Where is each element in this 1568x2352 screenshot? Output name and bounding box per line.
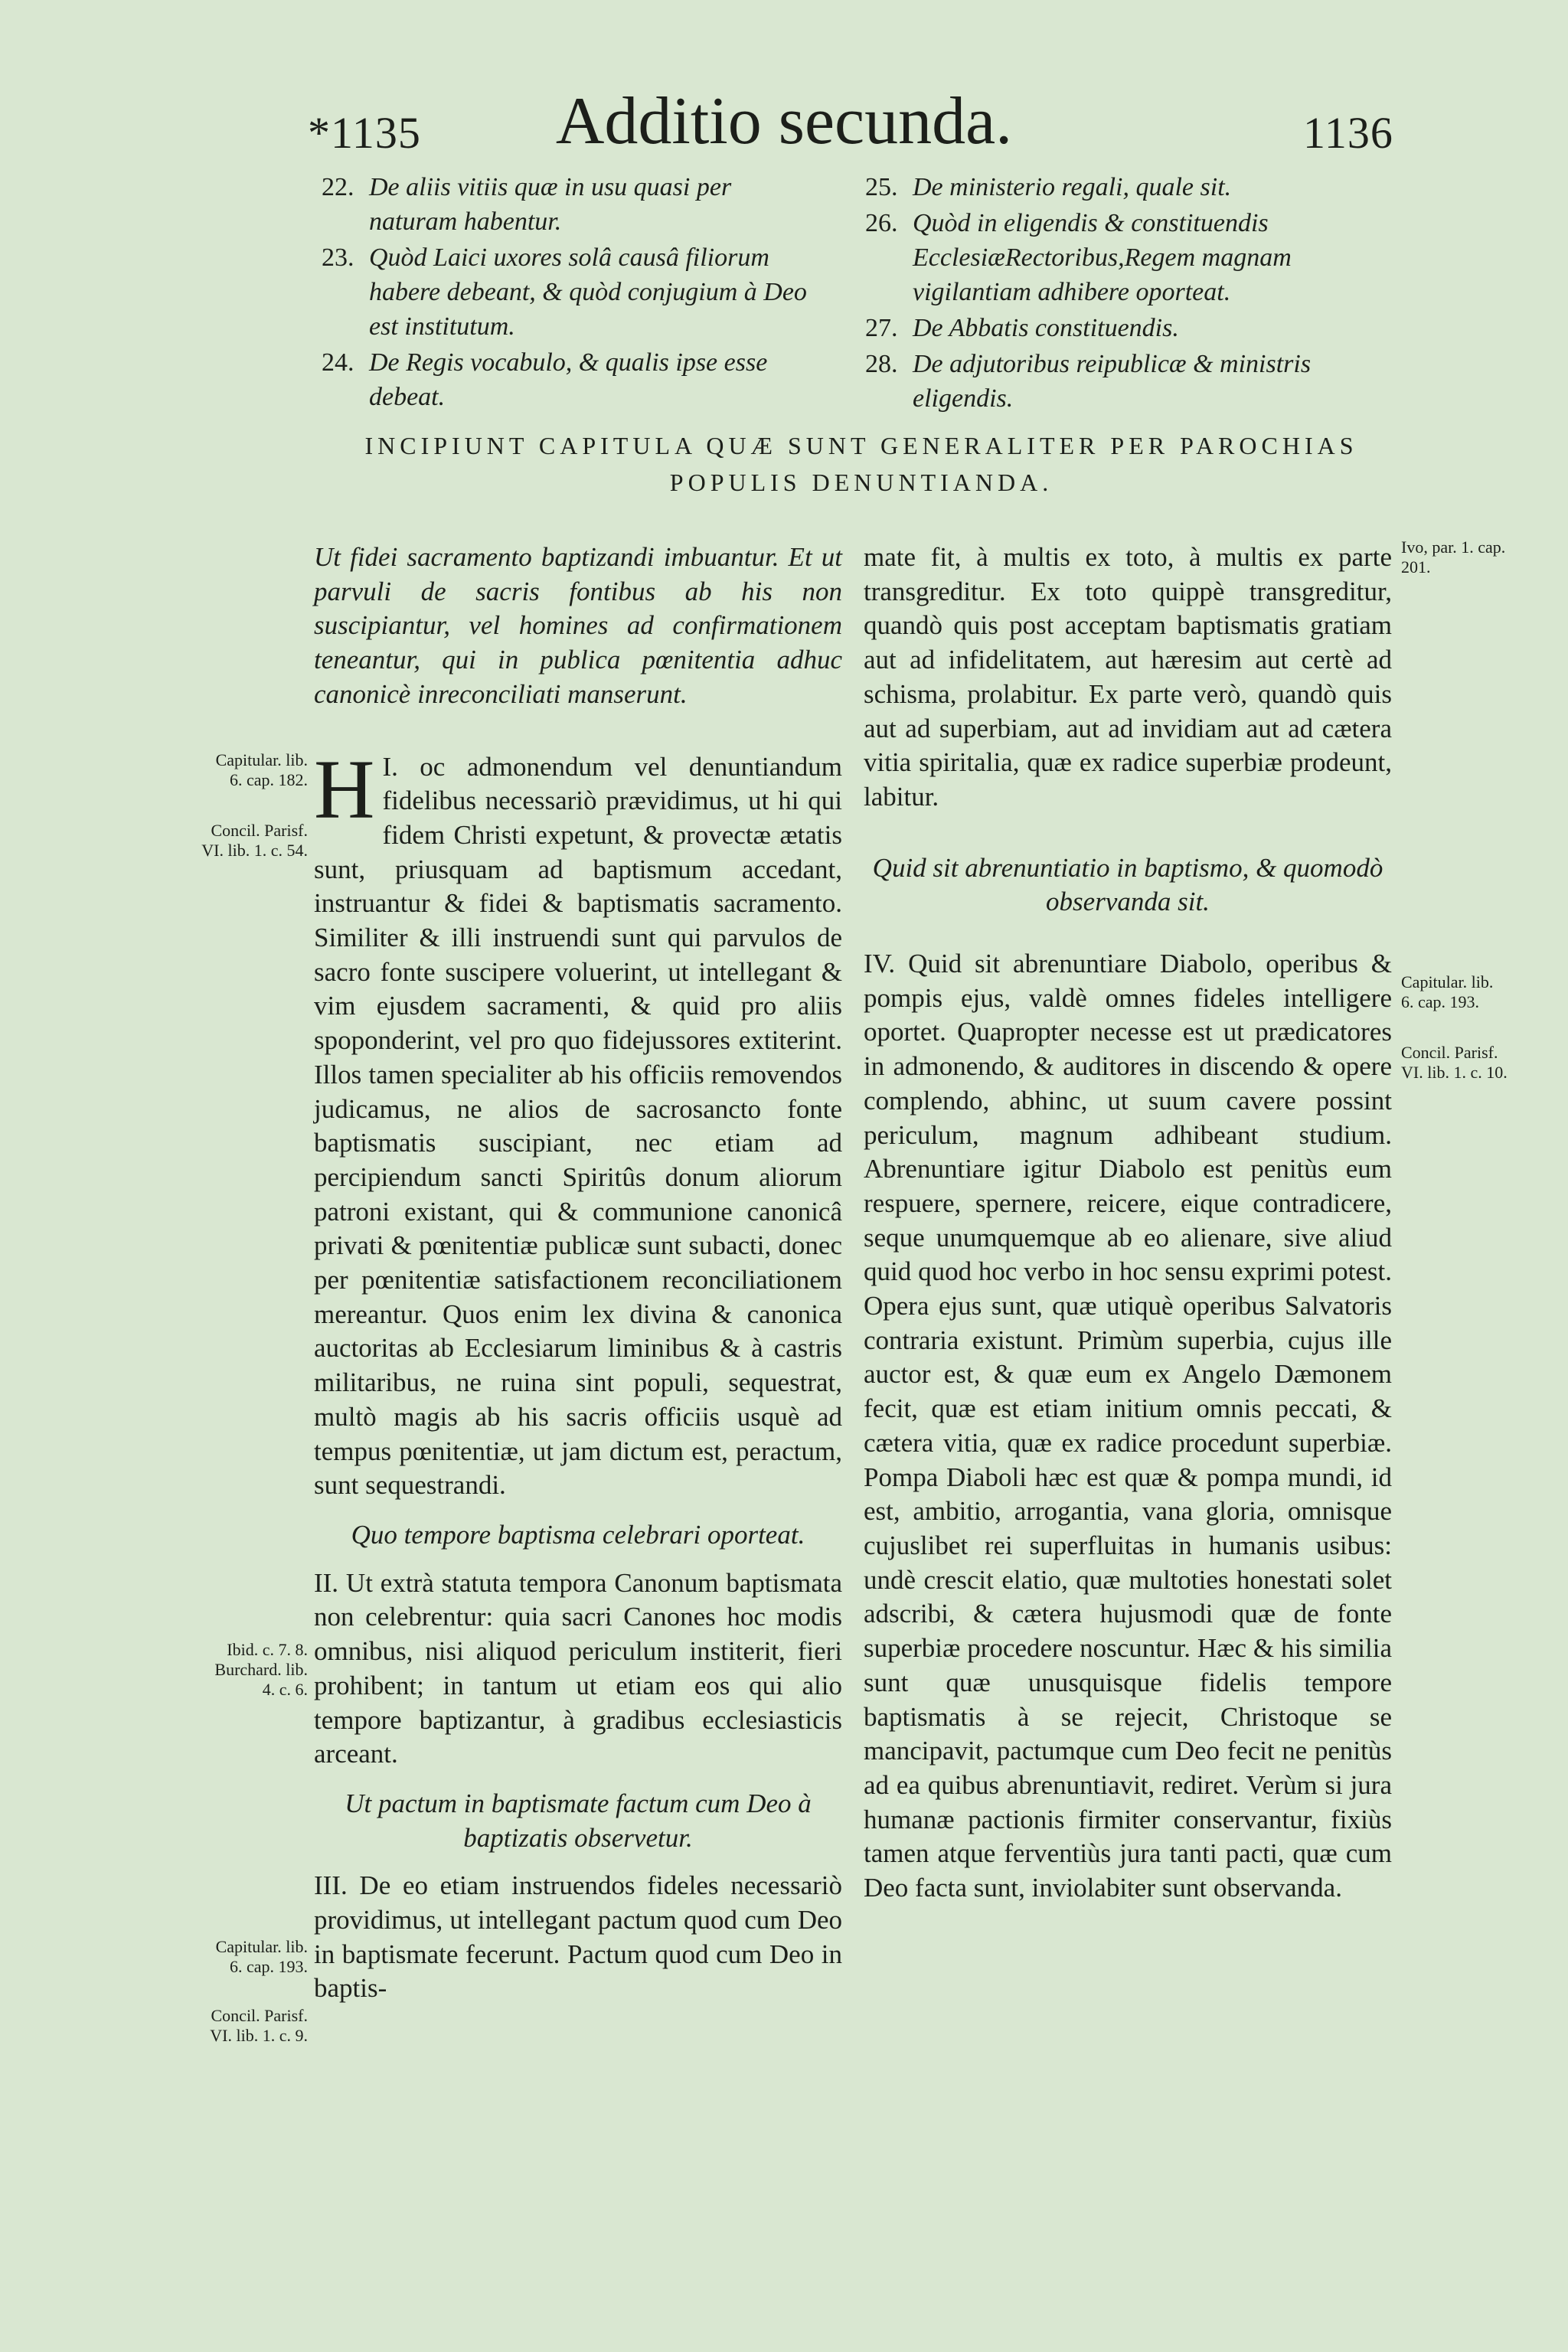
toc-entry	[322, 345, 812, 414]
toc-entry-text: De aliis vitiis quæ in usu quasi per naturam habentur.	[369, 173, 732, 236]
subheading: Quid sit abrenuntiatio in baptismo, & quomodò observanda sit.	[872, 852, 1383, 917]
drop-cap: H	[314, 742, 375, 836]
left-column	[314, 541, 842, 2006]
toc-entry-number: 24.	[322, 348, 354, 377]
toc-entry-text: Quòd Laici uxores solâ causâ filiorum habere debeant, & quòd conjugium à Deo est institutum.	[369, 243, 807, 341]
margin-note: Concil. Parisf. VI. lib. 1. c. 9.	[210, 2006, 308, 2045]
toc-entry	[865, 311, 1393, 345]
section-heading: INCIPIUNT CAPITULA QUÆ SUNT GENERALITER PER PAROCHIAS POPULIS DENUNTIANDA.	[364, 432, 1358, 496]
paragraph-number: I.	[382, 751, 398, 782]
page-number-left: *1135	[308, 108, 421, 158]
margin-note: Ivo, par. 1. cap. 201.	[1401, 537, 1506, 577]
toc-entry	[865, 206, 1393, 309]
subheading: Ut fidei sacramento baptizandi imbuantur. Et ut parvuli de sacris fontibus ab his non suscipiantur, vel homines ad confirmationem teneantur, qui in publica pœnitentia adhuc canonicè inreconciliati manserunt.	[314, 542, 842, 709]
toc-right-column	[865, 170, 1393, 417]
margin-note: Ibid. c. 7. 8. Burchard. lib. 4. c. 6.	[214, 1640, 308, 1699]
running-title: Additio secunda.	[555, 84, 1013, 158]
toc-entry-number: 27.	[865, 314, 898, 342]
paragraph: IV. Quid sit abrenuntiare Diabolo, operibus & pompis ejus, valdè omnes fideles intelligere oportet. Quapropter necesse est ut prædicatores in admonendo, & auditores in discendo & opere complendo, abhinc, ut suum cavere possint periculum, magnum adhibeant studium. Abrenuntiare igitur Diabolo est penitùs eum respuere, spernere, reicere, eique contradicere, seque unumquemque ab eo alienare, sive aliud quid quod hoc verbo in hoc sensu exprimi potest. Opera ejus sunt, quæ utiquè operibus Salvatoris contraria existunt. Primùm superbia, cujus ille auctor est, & quæ eum ex Angelo Dæmonem fecit, quæ est etiam initium omnis peccati, & cætera vitia, quæ ex radice procedunt superbiæ. Pompa Diaboli hæc est quæ & pompa mundi, id est, ambitio, arrogantia, vana gloria, omnisque cujuslibet rei superfluitas in humanis usibus: undè crescit elatio, quæ multoties honestati solet adscribi, & cætera hujusmodi quæ de fonte superbiæ procedere noscuntur. Hæc & his similia sunt quæ unusquisque fidelis tempore baptismatis à se rejecit, Christoque se mancipavit, pactumque cum Deo fecit ne penitùs ad ea quibus abrenuntiavit, rediret. Verùm si jura humanæ pactionis firmiter conservantur, fixiùs tamen atque ferventiùs jura tanti pacti, quæ cum Deo facta sunt, inviolabiter sunt observanda.	[864, 949, 1392, 1903]
page-number-right: 1136	[1303, 108, 1393, 158]
toc-left-column	[322, 170, 812, 416]
toc-entry-number: 28.	[865, 350, 898, 378]
toc-entry-text: De Regis vocabulo, & qualis ipse esse debeat.	[369, 348, 768, 411]
paragraph: mate fit, à multis ex toto, à multis ex parte transgreditur. Ex toto quippè transgreditur, quandò quis post acceptam baptismatis gratiam aut ad infidelitatem, aut hæresim aut certè ad schisma, prolabitur. Ex parte verò, quandò quis aut ad superbiam, aut ad invidiam aut ad cætera vitia spiritalia, quæ ex radice superbiæ prodeunt, labitur.	[864, 542, 1392, 812]
margin-note: Capitular. lib. 6. cap. 193.	[1401, 972, 1494, 1011]
paragraph-text: oc admonendum vel denuntiandum fidelibus necessariò prævidimus, ut hi qui fidem Christi expetunt, & provectæ ætatis sunt, priusquam ad baptismum accedant, instruantur & fidei & baptismatis sacramento. Similiter & illi instruendi sunt qui parvulos de sacro fonte suscipere voluerint, ut intellegant & vim ejusdem sacramenti, & quid pro aliis spoponderint, vel pro quo fidejussores extiterint. Illos tamen specialiter ab his officiis removendos judicamus, ne alios de sacrosancto fonte baptismatis suscipiant, nec etiam ad percipiendum sancti Spiritûs donum aliorum patroni existant, qui & communione canonicâ privati & pœnitentiæ publicæ sunt subacti, donec per pœnitentiæ satisfactionem reconciliationem mereantur. Quos enim lex divina & canonica auctoritas ab Ecclesiarum liminibus & à castris militaribus, ne ruina sint populi, sequestrat, multò magis ab his sacris officiis usquè ad tempus pœnitentiæ, ut jam dictum est, peractum, sunt sequestrandi.	[314, 751, 843, 1501]
margin-note: Concil. Parisf. VI. lib. 1. c. 10.	[1401, 1043, 1508, 1082]
margin-note: Capitular. lib. 6. cap. 193.	[215, 1937, 308, 1976]
toc-entry-text: De adjutoribus reipublicæ & ministris eligendis.	[913, 350, 1312, 413]
right-column	[864, 541, 1392, 1906]
toc-entry-number: 23.	[322, 243, 354, 272]
toc-entry-number: 22.	[322, 173, 354, 201]
subheading: Quo tempore baptisma celebrari oporteat.	[351, 1519, 805, 1550]
paragraph	[314, 742, 843, 1503]
toc-entry-number: 25.	[865, 173, 898, 201]
toc-entry-text: Quòd in eligendis & constituendis EcclesiæRectoribus,Regem magnam vigilantiam adhibere oporteat.	[913, 209, 1292, 306]
margin-note: Capitular. lib. 6. cap. 182.	[215, 750, 308, 789]
toc-entry	[322, 170, 812, 239]
toc-entry	[865, 347, 1393, 416]
toc-entry-text: De Abbatis constituendis.	[913, 314, 1179, 342]
paragraph: III. De eo etiam instruendos fideles necessariò providimus, ut intellegant pactum quod cum Deo in baptismate fecerunt. Pactum quod cum Deo in baptis-	[314, 1870, 842, 2004]
margin-note: Concil. Parisf. VI. lib. 1. c. 54.	[201, 821, 308, 860]
toc-entry-text: De ministerio regali, quale sit.	[913, 173, 1232, 201]
toc-entry	[322, 240, 812, 344]
paragraph: II. Ut extrà statuta tempora Canonum baptismata non celebrentur: quia sacri Canones hoc modis omnibus, nisi aliquod periculum institerit, fieri prohibent; in tantum ut etiam eos qui alio tempore baptizantur, à gradibus ecclesiasticis arceant.	[314, 1567, 842, 1769]
toc-entry-number: 26.	[865, 209, 898, 237]
subheading: Ut pactum in baptismate factum cum Deo à baptizatis observetur.	[345, 1788, 812, 1853]
toc-entry	[865, 170, 1393, 204]
